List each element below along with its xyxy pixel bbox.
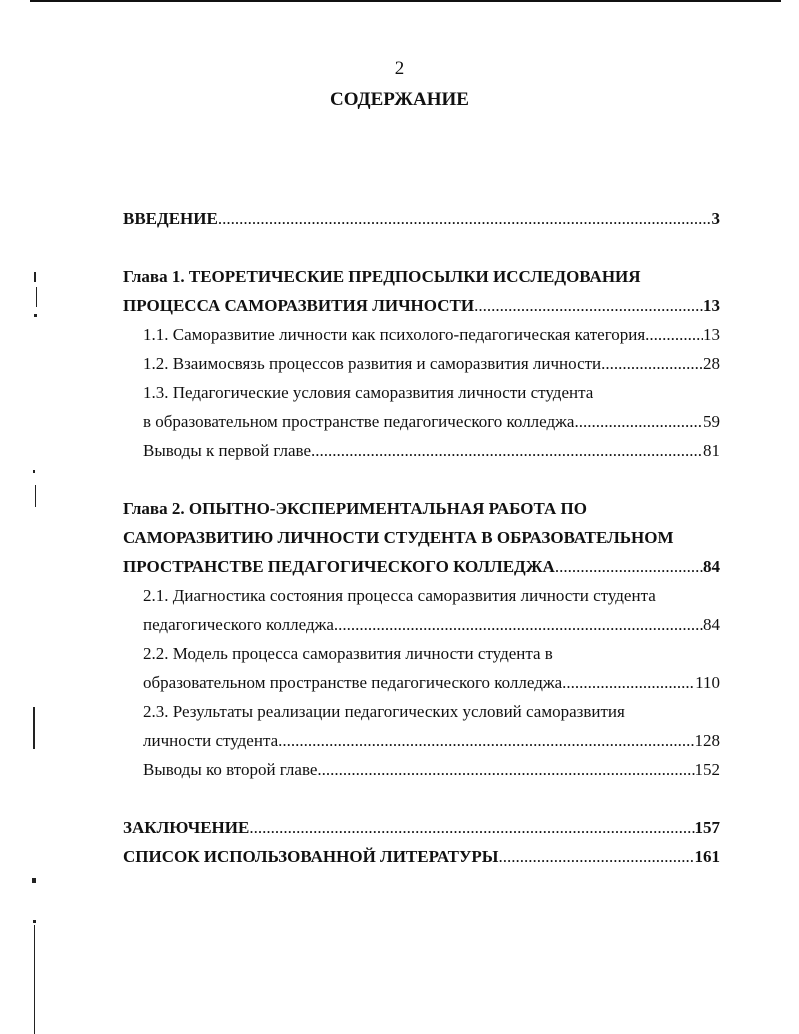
- toc-chapter2-title-cont[interactable]: САМОРАЗВИТИЮ ЛИЧНОСТИ СТУДЕНТА В ОБРАЗОВАТЕЛЬНОМ: [123, 528, 674, 547]
- toc-section-1-1[interactable]: 1.1. Саморазвитие личности как психолого-педагогическая категория ..... 13: [143, 320, 720, 349]
- toc-section-2-2[interactable]: 2.2. Модель процесса саморазвития личности студента в: [143, 644, 553, 663]
- toc-section-2-1[interactable]: 2.1. Диагностика состояния процесса саморазвития личности студента: [143, 586, 656, 605]
- toc-entry-intro[interactable]: ВВЕДЕНИЕ ..... 3: [123, 204, 720, 233]
- scan-mark: [34, 314, 37, 317]
- toc-section-1-3[interactable]: 1.3. Педагогические условия саморазвития личности студента: [143, 383, 594, 402]
- scan-mark: [33, 707, 35, 749]
- toc-section-2-3-cont[interactable]: личности студента ..... 128: [143, 726, 720, 755]
- scan-mark: [34, 272, 36, 282]
- scan-mark: [36, 287, 37, 307]
- scan-mark: [33, 470, 35, 473]
- scan-mark: [35, 485, 36, 507]
- scan-mark: [34, 925, 35, 1034]
- toc-chapter2-conclusions[interactable]: Выводы ко второй главе ..... 152: [143, 755, 720, 784]
- toc-entry-references[interactable]: СПИСОК ИСПОЛЬЗОВАННОЙ ЛИТЕРАТУРЫ ..... 161: [123, 842, 720, 871]
- toc-section-2-1-cont[interactable]: педагогического колледжа ..... 84: [143, 610, 720, 639]
- toc-section-2-2-cont[interactable]: образовательном пространстве педагогического колледжа ..... 110: [143, 668, 720, 697]
- toc-entry-conclusion[interactable]: ЗАКЛЮЧЕНИЕ ..... 157: [123, 813, 720, 842]
- toc-section-1-2[interactable]: 1.2. Взаимосвязь процессов развития и саморазвития личности ..... 28: [143, 349, 720, 378]
- page-number: 2: [394, 58, 405, 79]
- top-border-rule: [30, 0, 781, 2]
- toc-chapter2-title-cont2[interactable]: ПРОСТРАНСТВЕ ПЕДАГОГИЧЕСКОГО КОЛЛЕДЖА ..... 84: [123, 552, 720, 581]
- toc-section-2-3[interactable]: 2.3. Результаты реализации педагогических условий саморазвития: [143, 702, 625, 721]
- toc-chapter1-conclusions[interactable]: Выводы к первой главе ..... 81: [143, 436, 720, 465]
- scan-mark: [32, 878, 36, 883]
- toc-chapter2-title[interactable]: Глава 2. ОПЫТНО-ЭКСПЕРИМЕНТАЛЬНАЯ РАБОТА ПО: [123, 499, 587, 518]
- scan-mark: [33, 920, 36, 923]
- toc-chapter1-title[interactable]: Глава 1. ТЕОРЕТИЧЕСКИЕ ПРЕДПОСЫЛКИ ИССЛЕДОВАНИЯ: [123, 267, 641, 286]
- page-title: СОДЕРЖАНИЕ: [330, 89, 469, 110]
- toc-chapter1-title-cont[interactable]: ПРОЦЕССА САМОРАЗВИТИЯ ЛИЧНОСТИ ..... 13: [123, 291, 720, 320]
- toc-section-1-3-cont[interactable]: в образовательном пространстве педагогического колледжа ..... 59: [143, 407, 720, 436]
